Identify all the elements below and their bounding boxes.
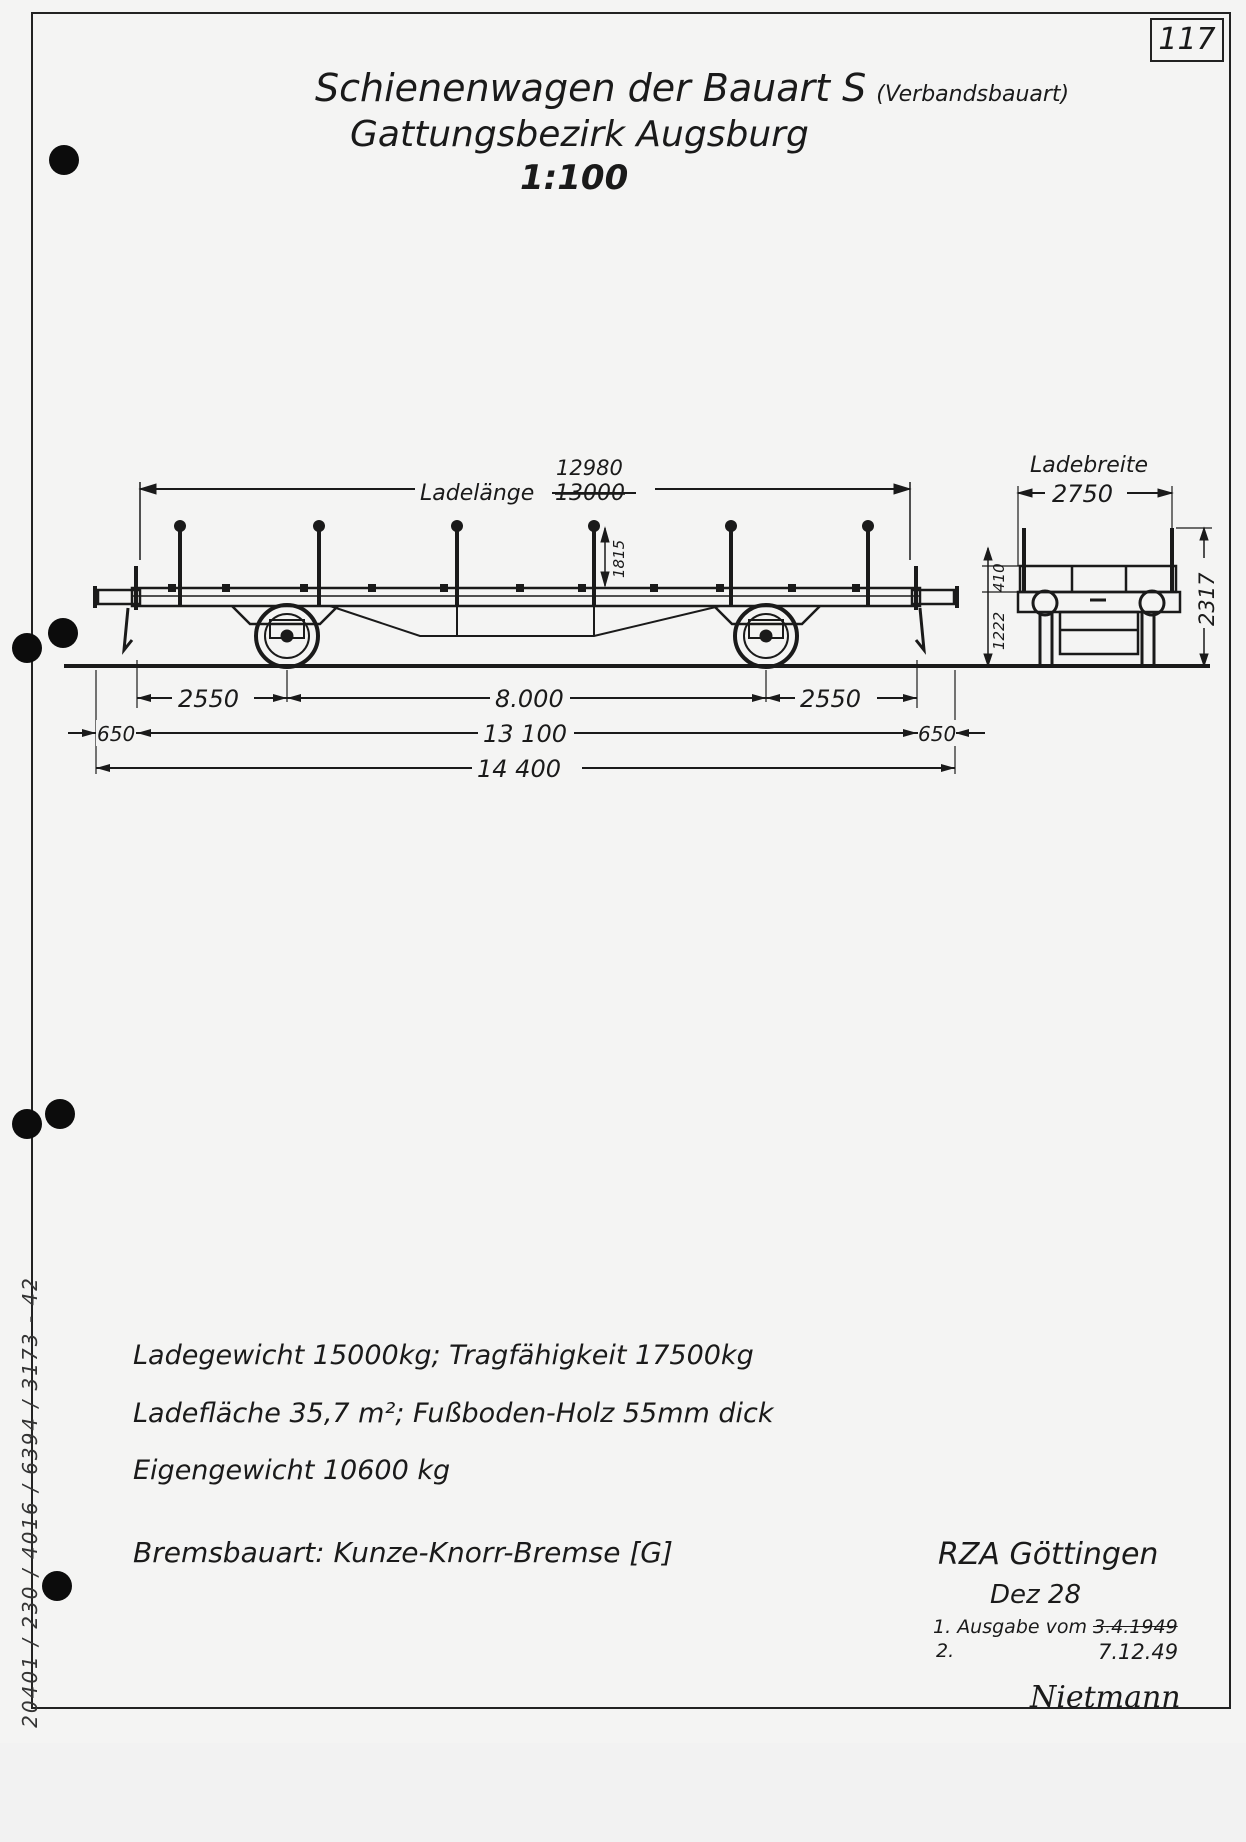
title-main: Schienenwagen der Bauart S	[315, 66, 867, 110]
signature: Nietmann	[1030, 1680, 1181, 1715]
wagon-side-view	[95, 520, 957, 650]
edition-2-number: 2.	[936, 1640, 955, 1662]
date-code: Dez 28	[990, 1580, 1082, 1610]
total-height-value: 2317	[1195, 572, 1219, 626]
overhang-left-value: 2550	[178, 685, 240, 713]
load-width-label: Ladebreite	[1030, 453, 1149, 478]
spec-load-area: Ladefläche 35,7 m²; Fußboden-Holz 55mm dick	[133, 1398, 774, 1429]
wheelset-right	[714, 605, 820, 667]
edition-1	[933, 1616, 1178, 1638]
buffer-right-value: 650	[918, 722, 957, 746]
buffer-length-value: 14 400	[477, 755, 561, 783]
drawing-subtitle: Gattungsbezirk Augsburg	[350, 114, 809, 155]
load-length-new: 12980	[556, 456, 623, 480]
buffer-left-value: 650	[97, 722, 136, 746]
overhang-right-value: 2550	[800, 685, 862, 713]
punch-hole-low-b	[12, 1109, 42, 1139]
edition-1-date: 3.4.1949	[1093, 1616, 1178, 1638]
edition-2-date: 7.12.49	[1098, 1640, 1179, 1664]
spec-load-weight: Ladegewicht 15000kg; Tragfähigkeit 17500kg	[133, 1340, 754, 1371]
issuing-office: RZA Göttingen	[938, 1537, 1159, 1572]
wheelset-left	[232, 605, 338, 667]
load-width-value: 2750	[1052, 480, 1114, 508]
drawing-scale: 1:100	[520, 158, 629, 198]
page-number: 117	[1150, 18, 1224, 62]
wagon-end-view	[982, 453, 1219, 666]
wheelbase-value: 8.000	[495, 685, 564, 713]
load-length-old: 13000	[555, 481, 625, 506]
title-sub: (Verbandsbauart)	[876, 82, 1070, 107]
stake-height-value: 1815	[610, 539, 628, 578]
spec-brake-type: Bremsbauart: Kunze-Knorr-Bremse [G]	[133, 1536, 673, 1569]
edition-1-label: Ausgabe vom	[957, 1616, 1087, 1638]
edition-1-number: 1.	[933, 1616, 952, 1638]
margin-code: 20401 / 230 / 4016 / 6394 / 3173 - 42	[18, 1276, 42, 1728]
load-length-label: Ladelänge	[420, 481, 535, 506]
frame-length-value: 13 100	[483, 720, 567, 748]
punch-hole-low-a	[45, 1099, 75, 1129]
load-length-dimension	[140, 456, 910, 560]
floor-height-value: 1222	[990, 611, 1008, 650]
wagon-drawing	[0, 0, 1246, 800]
punch-hole-bottom	[42, 1571, 72, 1601]
stakes	[180, 528, 868, 606]
side-height-value: 410	[990, 563, 1008, 592]
stake-height-dimension	[601, 528, 628, 586]
spec-tare-weight: Eigengewicht 10600 kg	[133, 1455, 451, 1486]
